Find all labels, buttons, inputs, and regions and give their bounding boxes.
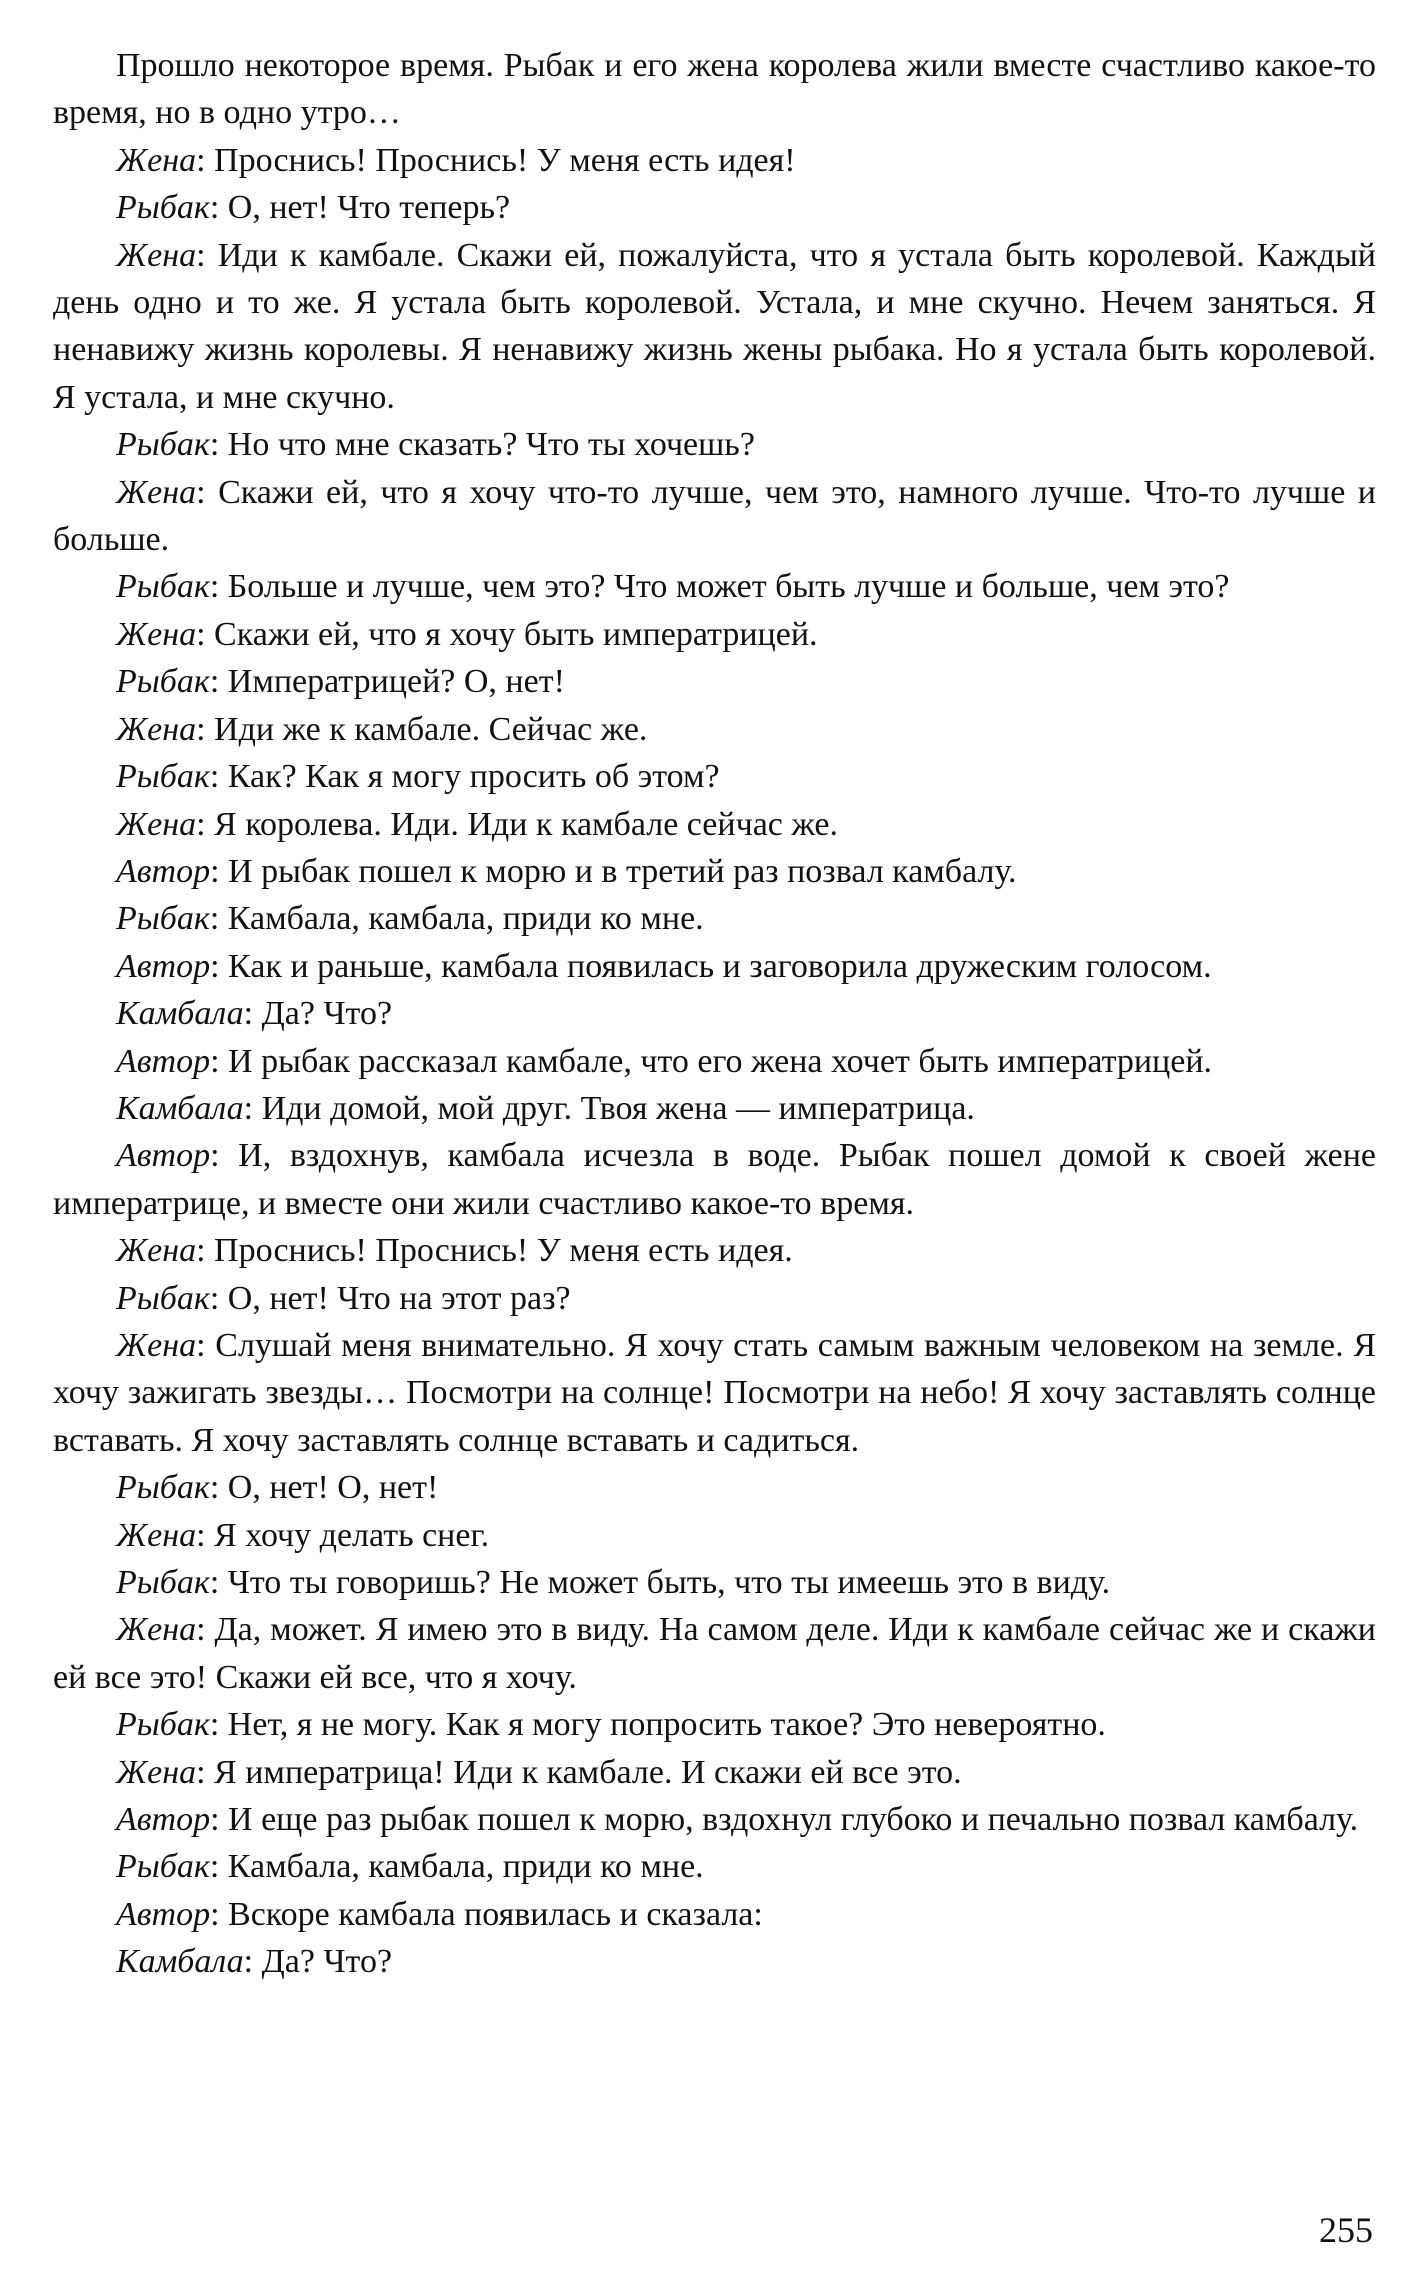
speaker-name: Жена: [116, 236, 197, 274]
speaker-name: Жена: [116, 1611, 197, 1649]
paragraph: [53, 563, 1376, 610]
speaker-name: Рыбак: [116, 900, 210, 938]
speaker-name: Автор: [116, 1895, 211, 1933]
speaker-name: Жена: [116, 805, 197, 843]
speaker-name: Автор: [116, 1801, 211, 1839]
speaker-name: Жена: [116, 141, 197, 179]
book-page: [53, 42, 1376, 1986]
paragraph-text: : Как? Как я могу просить об этом?: [209, 758, 720, 796]
paragraph: [53, 895, 1376, 942]
paragraph-text: : О, нет! О, нет!: [209, 1469, 439, 1507]
paragraph-text: : Да? Что?: [243, 995, 393, 1033]
paragraph-text: : Скажи ей, что я хочу быть императрицей.: [196, 615, 818, 653]
speaker-name: Автор: [116, 1042, 211, 1080]
paragraph: [53, 706, 1376, 753]
paragraph: [53, 1275, 1376, 1322]
paragraph: [53, 943, 1376, 990]
speaker-name: Автор: [116, 947, 211, 985]
paragraph: [53, 1938, 1376, 1985]
paragraph: [53, 1796, 1376, 1843]
paragraph-text: : Иди же к камбале. Сейчас же.: [196, 710, 648, 748]
speaker-name: Рыбак: [116, 758, 210, 796]
paragraph: [53, 421, 1376, 468]
page-number: 255: [1319, 2210, 1373, 2250]
paragraph: [53, 1464, 1376, 1511]
paragraph-text: : Скажи ей, что я хочу что-то лучше, чем это, намного лучше. Что-то лучше и больше.: [53, 473, 1376, 559]
paragraph-text: Прошло некоторое время. Рыбак и его жена королева жили вместе счастливо какое-то время, но в одно утро…: [53, 47, 1376, 132]
paragraph: [53, 184, 1376, 231]
speaker-name: Камбала: [116, 1943, 244, 1981]
speaker-name: Жена: [116, 1753, 197, 1791]
paragraph-text: : Как и раньше, камбала появилась и заговорила дружеским голосом.: [210, 947, 1212, 985]
paragraph-text: : Да, может. Я имею это в виду. На самом деле. Иди к камбале сейчас же и скажи ей все это! Скажи ей все, что я хочу.: [53, 1611, 1376, 1696]
paragraph-text: : Камбала, камбала, приди ко мне.: [209, 900, 704, 938]
speaker-name: Рыбак: [116, 1706, 210, 1744]
paragraph: [53, 137, 1376, 184]
paragraph-text: : Слушай меня внимательно. Я хочу стать самым важным человеком на земле. Я хочу зажигать звезды… Посмотри на солнце! Посмотри на небо! Я хочу заставлять солнце вставать. Я хочу заставлять солнце вставать и садиться.: [53, 1326, 1376, 1459]
paragraph-text: : Проснись! Проснись! У меня есть идея!: [196, 141, 796, 179]
paragraph: [53, 1749, 1376, 1796]
paragraph-text: : Проснись! Проснись! У меня есть идея.: [196, 1232, 793, 1270]
paragraph-text: : И еще раз рыбак пошел к морю, вздохнул глубоко и печально позвал камбалу.: [210, 1801, 1359, 1839]
paragraph: [53, 848, 1376, 895]
speaker-name: Рыбак: [116, 663, 210, 701]
speaker-name: Жена: [116, 473, 197, 511]
speaker-name: Рыбак: [116, 1469, 210, 1507]
paragraph-text: : Камбала, камбала, приди ко мне.: [209, 1848, 704, 1886]
paragraph: [53, 232, 1376, 422]
paragraph: [53, 1038, 1376, 1085]
paragraph: [53, 1559, 1376, 1606]
paragraph: [53, 611, 1376, 658]
speaker-name: Рыбак: [116, 1564, 210, 1601]
paragraph-text: : Нет, я не могу. Как я могу попросить такое? Это невероятно.: [209, 1706, 1106, 1744]
paragraph: [53, 1606, 1376, 1701]
speaker-name: Камбала: [116, 1089, 244, 1127]
paragraph: [53, 1891, 1376, 1938]
paragraph: [53, 1132, 1376, 1227]
paragraph: [53, 801, 1376, 848]
paragraph-text: : Я императрица! Иди к камбале. И скажи ей все это.: [196, 1753, 962, 1791]
paragraph: [53, 1085, 1376, 1132]
speaker-name: Жена: [116, 1326, 197, 1364]
paragraph-text: : О, нет! Что теперь?: [209, 189, 511, 227]
paragraph-text: : Больше и лучше, чем это? Что может быть лучше и больше, чем это?: [209, 568, 1230, 606]
paragraph-text: : И рыбак пошел к морю и в третий раз позвал камбалу.: [210, 852, 1017, 890]
speaker-name: Рыбак: [116, 189, 210, 227]
paragraph-text: : Иди к камбале. Скажи ей, пожалуйста, что я устала быть королевой. Каждый день одно и то же. Я устала быть королевой. Устала, и мне скучно. Нечем заняться. Я ненавижу жизнь королевы. Я ненавижу жизнь жены рыбака. Но я устала быть королевой. Я устала, и мне скучно.: [53, 236, 1376, 416]
paragraph-text: : Что ты говоришь? Не может быть, что ты имеешь это в виду.: [209, 1564, 1111, 1601]
paragraph: [53, 1843, 1376, 1890]
speaker-name: Камбала: [116, 995, 244, 1033]
paragraph-text: : Иди домой, мой друг. Твоя жена — императрица.: [243, 1089, 975, 1127]
paragraph-text: : Да? Что?: [243, 1943, 393, 1981]
speaker-name: Автор: [116, 1137, 211, 1175]
paragraph: [53, 753, 1376, 800]
paragraph: [53, 42, 1376, 137]
paragraph-text: : Я хочу делать снег.: [196, 1516, 490, 1554]
speaker-name: Рыбак: [116, 568, 210, 606]
paragraph-text: : Вскоре камбала появилась и сказала:: [210, 1895, 763, 1933]
speaker-name: Жена: [116, 1232, 197, 1270]
paragraph: [53, 1701, 1376, 1748]
paragraph-text: : И рыбак рассказал камбале, что его жена хочет быть императрицей.: [210, 1042, 1213, 1080]
paragraph: [53, 990, 1376, 1037]
speaker-name: Автор: [116, 852, 211, 890]
paragraph: [53, 1322, 1376, 1464]
paragraph: [53, 469, 1376, 564]
speaker-name: Жена: [116, 1516, 197, 1554]
paragraph-text: : Императрицей? О, нет!: [209, 663, 565, 701]
paragraph: [53, 1512, 1376, 1559]
speaker-name: Рыбак: [116, 1279, 210, 1317]
speaker-name: Жена: [116, 710, 197, 748]
paragraph: [53, 658, 1376, 705]
paragraph-text: : Но что мне сказать? Что ты хочешь?: [209, 426, 755, 464]
speaker-name: Жена: [116, 615, 197, 653]
paragraph: [53, 1227, 1376, 1274]
paragraph-text: : И, вздохнув, камбала исчезла в воде. Рыбак пошел домой к своей жене императрице, и вместе они жили счастливо какое-то время.: [53, 1137, 1376, 1222]
paragraph-text: : Я королева. Иди. Иди к камбале сейчас же.: [196, 805, 839, 843]
speaker-name: Рыбак: [116, 426, 210, 464]
speaker-name: Рыбак: [116, 1848, 210, 1886]
paragraph-text: : О, нет! Что на этот раз?: [209, 1279, 571, 1317]
